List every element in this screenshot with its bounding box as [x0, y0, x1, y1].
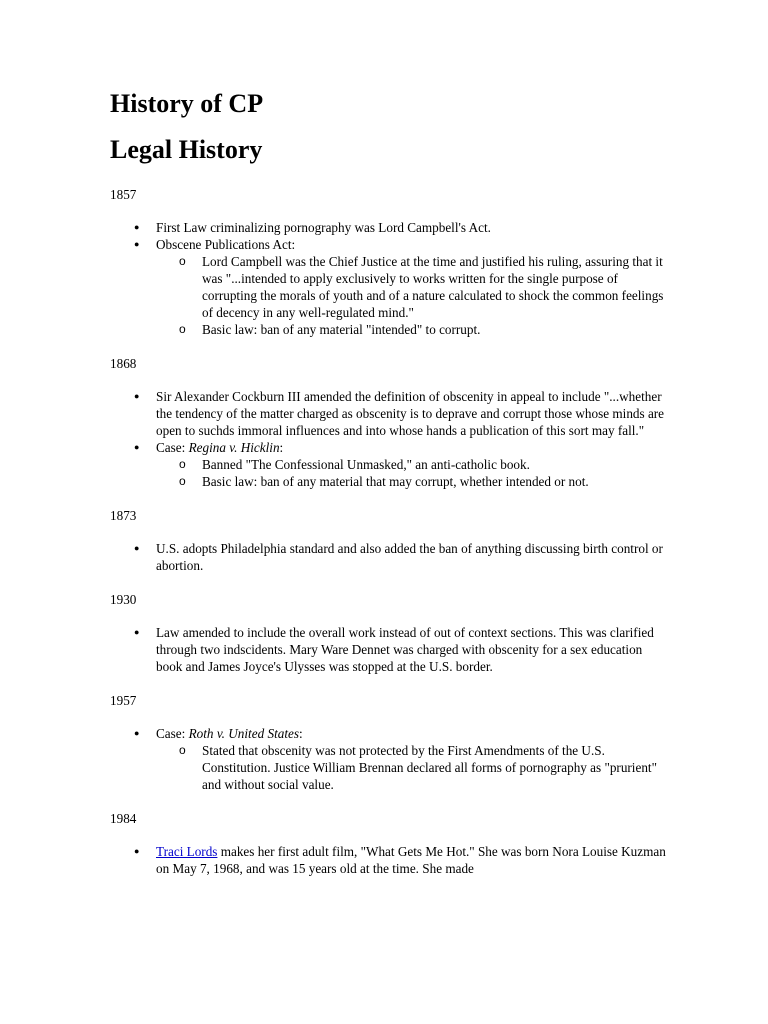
circle-bullet-icon: o [179, 743, 186, 757]
timeline [110, 186, 670, 877]
bullet-icon: ● [134, 543, 140, 553]
page-title: History of CP [110, 89, 264, 118]
sub-list [156, 456, 670, 490]
circle-bullet-icon: o [179, 457, 186, 471]
item-text: Case: [156, 440, 189, 455]
sub-item-text: Stated that obscenity was not protected by the First Amendments of the U.S. Constitution. Justice William Brennan declared all forms of pornography as "prurient" and without social value. [202, 743, 657, 792]
list-item [134, 219, 670, 236]
item-text: : [279, 440, 284, 455]
bullet-icon: ● [134, 222, 140, 232]
circle-bullet-icon: o [179, 254, 186, 268]
list-item [134, 439, 670, 490]
sub-item [179, 321, 670, 338]
bullet-list [110, 624, 670, 675]
bullet-icon: ● [134, 846, 140, 856]
list-item [134, 725, 670, 793]
item-text: Case: [156, 726, 189, 741]
bullet-list [110, 219, 670, 338]
year-heading: 1984 [110, 811, 137, 826]
bullet-list [110, 540, 670, 574]
list-item [134, 624, 670, 675]
sub-item [179, 473, 670, 490]
sub-list [156, 253, 670, 338]
section-title: Legal History [110, 135, 263, 164]
year-heading: 1868 [110, 356, 137, 371]
list-item [134, 388, 670, 439]
list-item [134, 540, 670, 574]
sub-item [179, 456, 670, 473]
bullet-list [110, 843, 670, 877]
bullet-list [110, 388, 670, 490]
sub-item-text: Banned "The Confessional Unmasked," an anti-catholic book. [202, 457, 530, 472]
bullet-icon: ● [134, 627, 140, 637]
item-text: First Law criminalizing pornography was Lord Campbell's Act. [156, 220, 491, 235]
case-name: Roth v. United States [188, 726, 299, 741]
bullet-icon: ● [134, 239, 140, 249]
item-text: : [298, 726, 303, 741]
circle-bullet-icon: o [179, 474, 186, 488]
year-heading: 1930 [110, 592, 137, 607]
item-text: Sir Alexander Cockburn III amended the definition of obscenity in appeal to include "...whether the tendency of the matter charged as obscenity is to deprave and corrupt those whose minds are open to suchds immoral influences and into whose hands a publication of this sort may fall." [156, 389, 665, 438]
bullet-icon: ● [134, 442, 140, 452]
bullet-list [110, 725, 670, 793]
item-text: Law amended to include the overall work instead of out of context sections. This was clarified through two indscidents. Mary Ware Dennet was charged with obscenity for a sex education book and James Joyce's Ulysses was stopped at the U.S. border. [156, 625, 654, 674]
list-item [134, 236, 670, 338]
sub-item-text: Lord Campbell was the Chief Justice at the time and justified his ruling, assuring that it was "...intended to apply exclusively to works written for the single purpose of corrupting the morals of youth and of a nature calculated to shock the common feelings of decency in any well-regulated mind." [202, 254, 664, 320]
sub-item-text: Basic law: ban of any material "intended" to corrupt. [202, 322, 481, 337]
year-heading: 1857 [110, 187, 137, 202]
bullet-icon: ● [134, 391, 140, 401]
link[interactable]: Traci Lords [156, 844, 218, 859]
year-heading: 1873 [110, 508, 137, 523]
list-item [134, 843, 670, 877]
sub-item [179, 742, 670, 793]
document-page [110, 88, 670, 894]
bullet-icon: ● [134, 728, 140, 738]
item-text: Obscene Publications Act: [156, 237, 296, 252]
item-text: U.S. adopts Philadelphia standard and also added the ban of anything discussing birth control or abortion. [156, 541, 663, 573]
year-heading: 1957 [110, 693, 137, 708]
sub-item-text: Basic law: ban of any material that may corrupt, whether intended or not. [202, 474, 589, 489]
item-text: makes her first adult film, "What Gets Me Hot." She was born Nora Louise Kuzman on May 7, 1968, and was 15 years old at the time. She made [156, 844, 666, 876]
circle-bullet-icon: o [179, 322, 186, 336]
sub-list [156, 742, 670, 793]
sub-item [179, 253, 670, 321]
case-name: Regina v. Hicklin [188, 440, 280, 455]
